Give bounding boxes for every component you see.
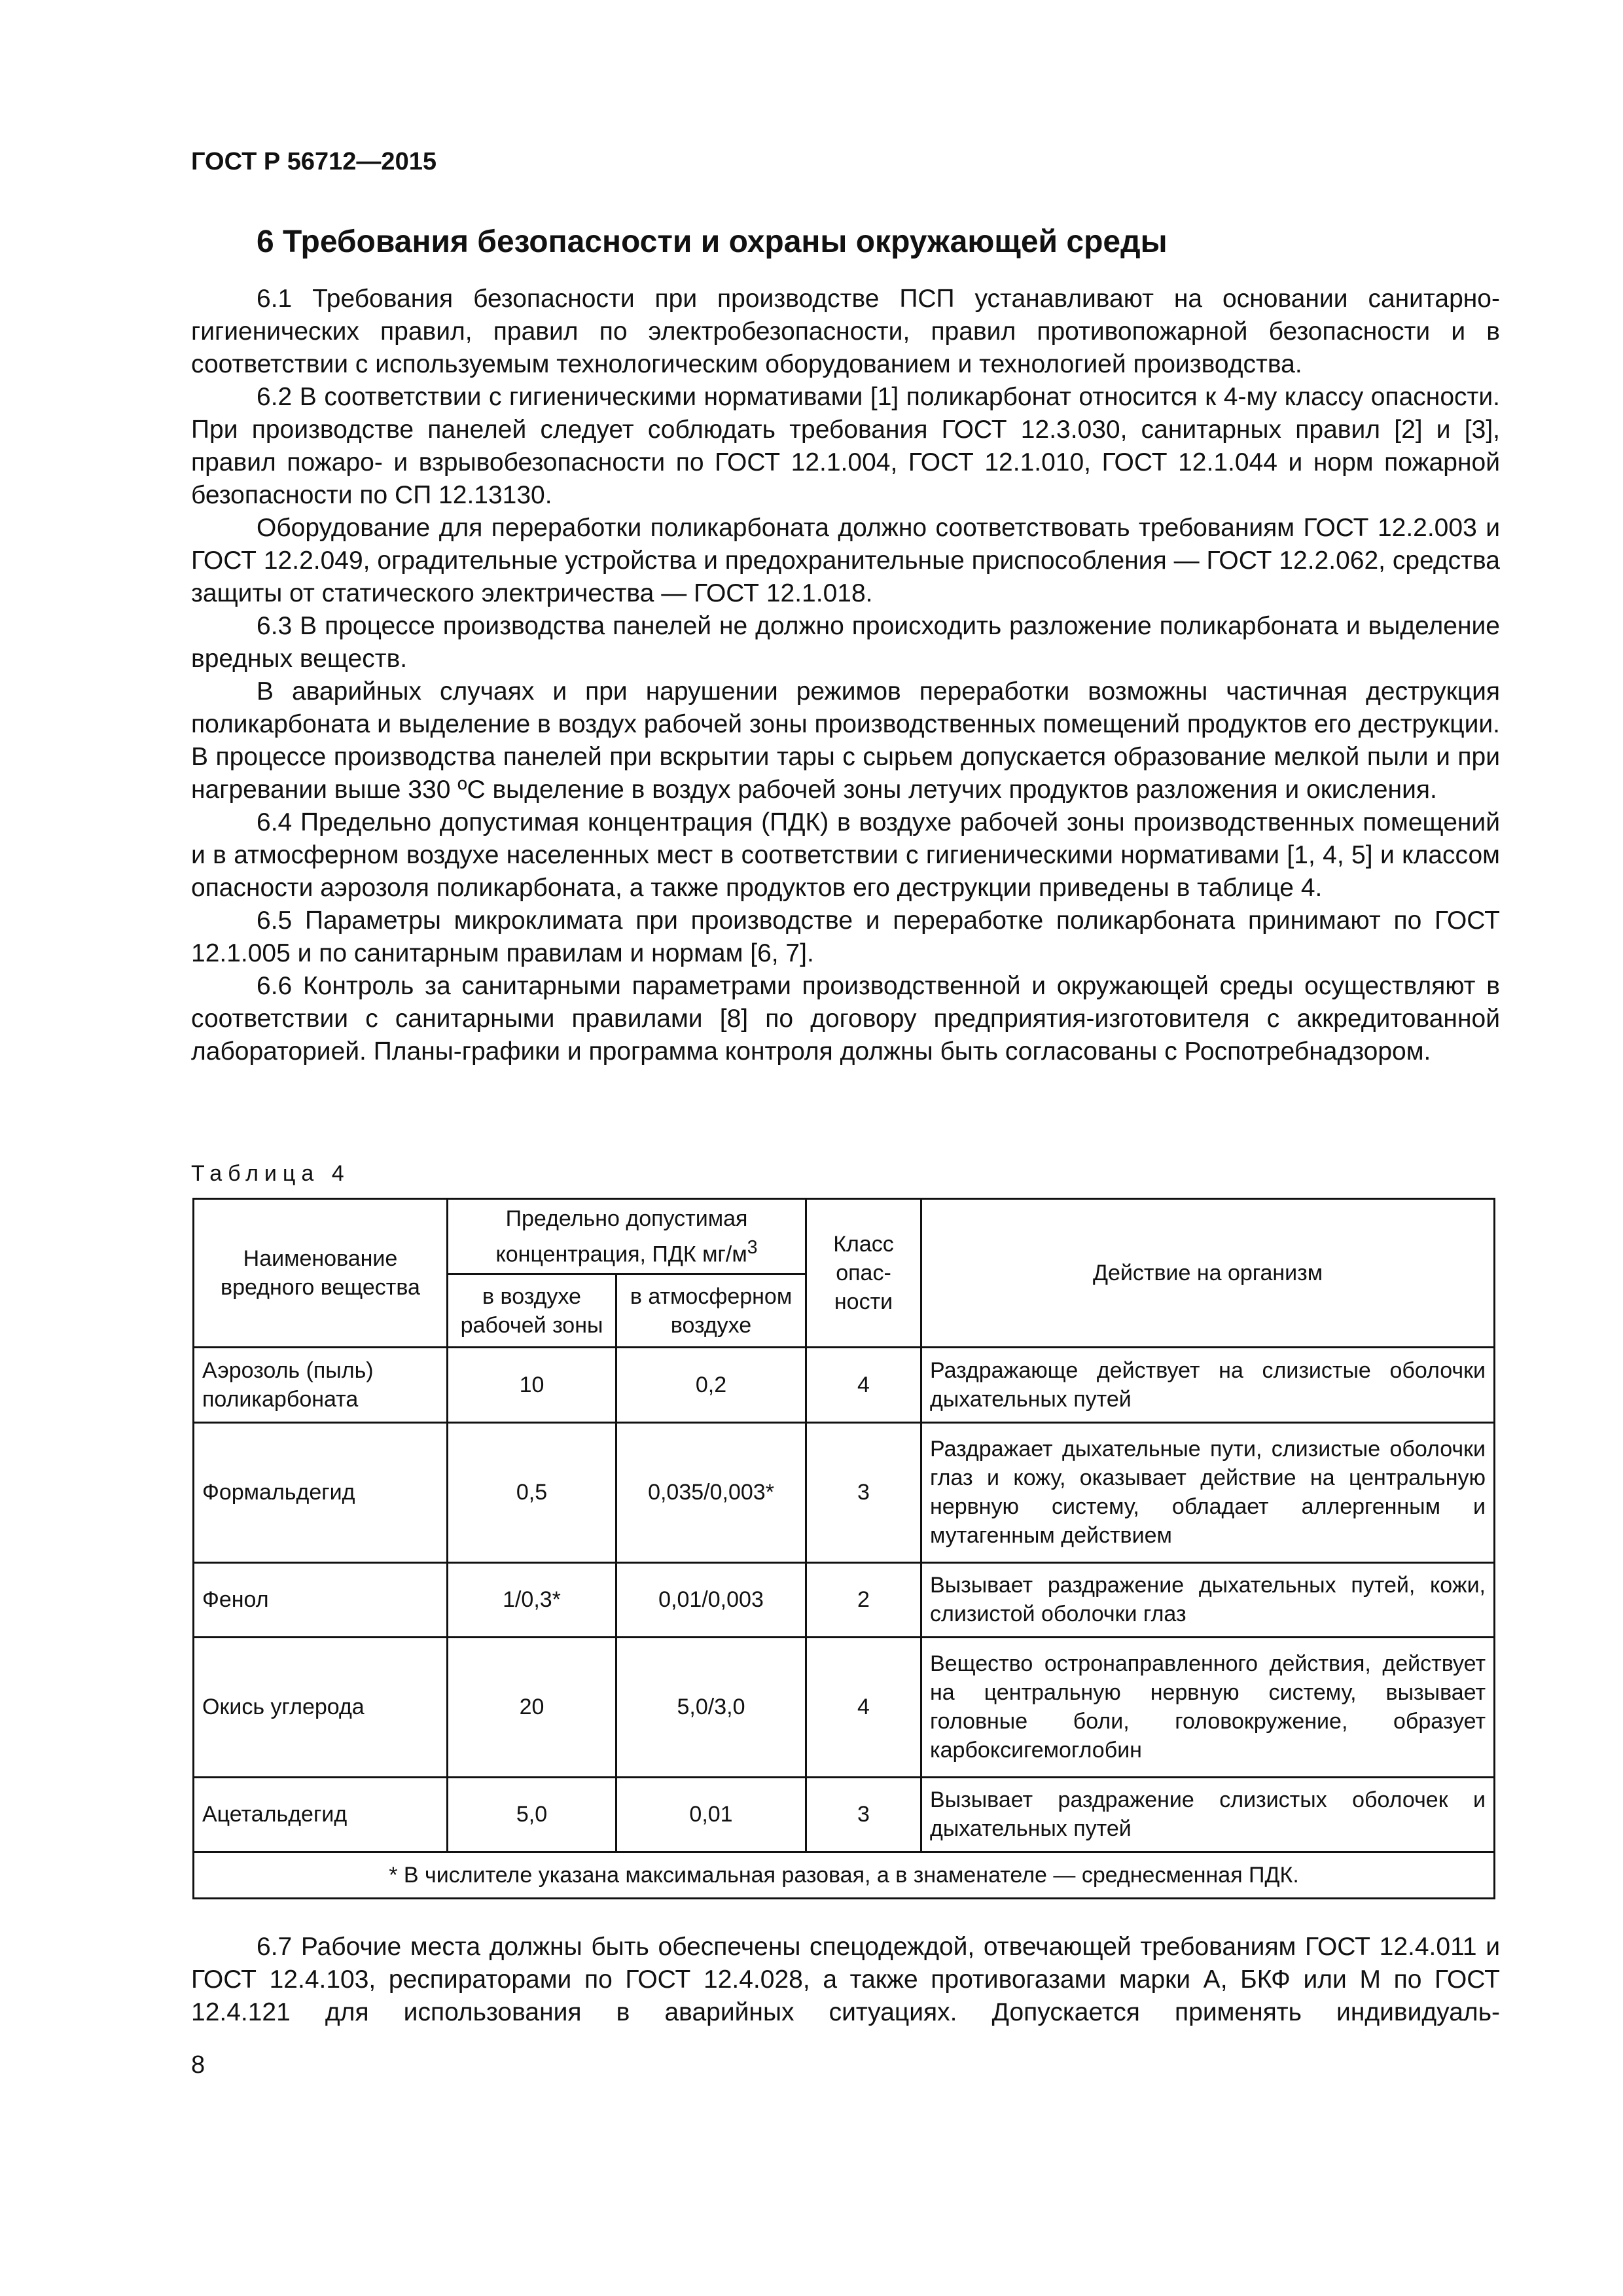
cell-substance: Фенол xyxy=(194,1562,448,1637)
cell-class: 2 xyxy=(806,1562,921,1637)
header-work-air: в воздухе рабочей зоны xyxy=(448,1274,616,1348)
paragraph-6-4: 6.4 Предельно допустимая концентрация (ПДК) в воздухе рабочей зоны производственных помещений и в атмосферном воздухе населенных мест в соответствии с гигиеническими нормативами [1, 4, 5] и классом опасности аэрозоля поликарбоната, а также продуктов его деструкции приведены в таблице 4. xyxy=(191,808,1500,902)
cell-atm-air: 0,035/0,003* xyxy=(616,1422,806,1562)
header-pdk-text: Предельно допустимая концентрация, ПДК мг/м xyxy=(495,1206,748,1267)
cell-work-air: 1/0,3* xyxy=(448,1562,616,1637)
cell-substance: Ацетальдегид xyxy=(194,1777,448,1852)
cell-work-air: 5,0 xyxy=(448,1777,616,1852)
page-number: 8 xyxy=(191,2051,205,2079)
cell-effect: Вызывает раздражение дыхательных путей, кожи, слизистой оболочки глаз xyxy=(921,1562,1495,1637)
paragraph-6-3: 6.3 В процессе производства панелей не должно происходить разложение поликарбоната и выделение вредных веществ. xyxy=(191,612,1500,673)
cell-substance: Аэрозоль (пыль) поликарбоната xyxy=(194,1348,448,1422)
cell-work-air: 10 xyxy=(448,1348,616,1422)
cell-class: 4 xyxy=(806,1637,921,1777)
cell-class: 4 xyxy=(806,1348,921,1422)
header-effect: Действие на организм xyxy=(921,1199,1495,1348)
cell-atm-air: 0,01/0,003 xyxy=(616,1562,806,1637)
table-row xyxy=(194,1777,1495,1852)
paragraph-6-1: 6.1 Требования безопасности при производстве ПСП устанавливают на основании санитарно-гигиенических правил, правил по электробезопасности, правил противопожарной безопасности и в соответствии с используемым технологическим оборудованием и технологией производства. xyxy=(191,285,1500,378)
header-pdk-superscript: 3 xyxy=(747,1237,758,1259)
cell-atm-air: 5,0/3,0 xyxy=(616,1637,806,1777)
cell-atm-air: 0,01 xyxy=(616,1777,806,1852)
cell-substance: Окись углерода xyxy=(194,1637,448,1777)
table-row xyxy=(194,1637,1495,1777)
paragraph-6-5: 6.5 Параметры микроклимата при производстве и переработке поликарбоната принимают по ГОСТ 12.1.005 и по санитарным правилам и нормам [6, 7]. xyxy=(191,906,1500,967)
header-pdk xyxy=(448,1199,806,1274)
section-body-continued xyxy=(191,1931,1500,2029)
paragraph-6-6: 6.6 Контроль за санитарными параметрами производственной и окружающей среды осуществляют в соответствии с санитарными правилами [8] по договору предприятия-изготовителя с аккредитованной лабораторией. Планы-графики и программа контроля должны быть согласованы с Роспотребнадзором. xyxy=(191,972,1500,1066)
paragraph-6-2: 6.2 В соответствии с гигиеническими нормативами [1] поликарбонат относится к 4-му классу опасности. При производстве панелей следует соблюдать требования ГОСТ 12.3.030, санитарных правил [2] и [3], правил пожаро- и взрывобезопасности по ГОСТ 12.1.004, ГОСТ 12.1.010, ГОСТ 12.1.044 и норм пожарной безопасности по СП 12.13130. xyxy=(191,383,1500,509)
table-footnote-row xyxy=(194,1852,1495,1898)
table-row xyxy=(194,1422,1495,1562)
cell-work-air: 0,5 xyxy=(448,1422,616,1562)
cell-effect: Раздражающе действует на слизистые оболочки дыхательных путей xyxy=(921,1348,1495,1422)
cell-effect: Раздражает дыхательные пути, слизистые оболочки глаз и кожу, оказывает действие на центральную нервную систему, обладает аллергенным и мутагенным действием xyxy=(921,1422,1495,1562)
paragraph-equipment: Оборудование для переработки поликарбоната должно соответствовать требованиям ГОСТ 12.2.003 и ГОСТ 12.2.049, оградительные устройства и предохранительные приспособления — ГОСТ 12.2.062, средства защиты от статического электричества — ГОСТ 12.1.018. xyxy=(191,514,1500,607)
cell-atm-air: 0,2 xyxy=(616,1348,806,1422)
cell-effect: Вызывает раздражение слизистых оболочек и дыхательных путей xyxy=(921,1777,1495,1852)
table-row xyxy=(194,1348,1495,1422)
header-hazard-class: Класс опас-ности xyxy=(806,1199,921,1348)
paragraph-6-7: 6.7 Рабочие места должны быть обеспечены спецодеждой, отвечающей требованиям ГОСТ 12.4.011 и ГОСТ 12.4.103, респираторами по ГОСТ 12.4.028, а также противогазами марки А, БКФ или М по ГОСТ 12.4.121 для использования в аварийных ситуациях. Допускается применять индивидуаль- xyxy=(191,1933,1500,2026)
table-footnote: * В числителе указана максимальная разовая, а в знаменателе — среднесменная ПДК. xyxy=(194,1852,1495,1898)
header-substance-name: Наименование вредного вещества xyxy=(194,1199,448,1348)
cell-substance: Формальдегид xyxy=(194,1422,448,1562)
section-body xyxy=(191,283,1500,1068)
cell-class: 3 xyxy=(806,1777,921,1852)
cell-work-air: 20 xyxy=(448,1637,616,1777)
section-title: 6 Требования безопасности и охраны окружающей среды xyxy=(257,224,1168,259)
table-caption: Таблица 4 xyxy=(191,1161,350,1186)
table-row xyxy=(194,1562,1495,1637)
document-code-header: ГОСТ Р 56712—2015 xyxy=(191,148,437,175)
paragraph-emergency: В аварийных случаях и при нарушении режимов переработки возможны частичная деструкция поликарбоната и выделение в воздух рабочей зоны производственных помещений продуктов его деструкции. В процессе производства панелей при вскрытии тары с сырьем допускается образование мелкой пыли и при нагревании выше 330 ºС выделение в воздух рабочей зоны летучих продуктов разложения и окисления. xyxy=(191,677,1500,804)
hazard-table xyxy=(192,1198,1495,1899)
cell-class: 3 xyxy=(806,1422,921,1562)
cell-effect: Вещество остронаправленного действия, действует на центральную нервную систему, вызывает головные боли, головокружение, образует карбоксигемоглобин xyxy=(921,1637,1495,1777)
header-atm-air: в атмосферном воздухе xyxy=(616,1274,806,1348)
